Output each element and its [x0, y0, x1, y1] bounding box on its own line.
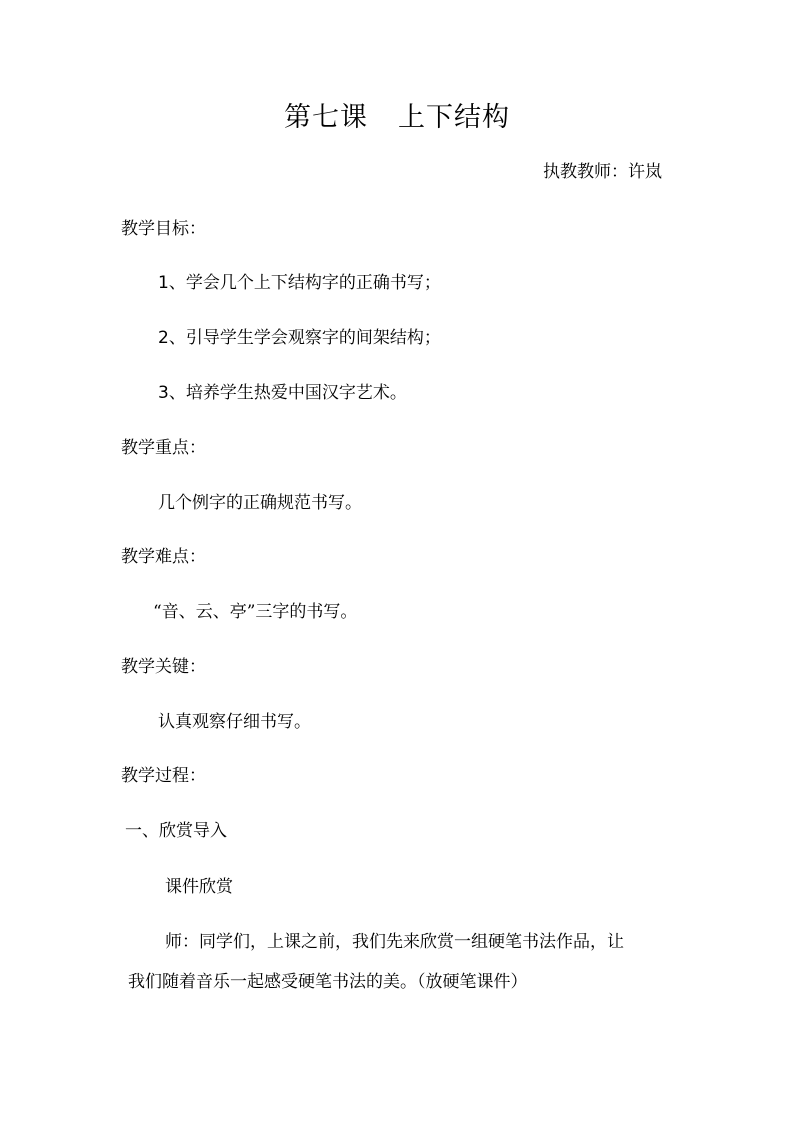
section-subheading: 课件欣赏 [165, 877, 233, 897]
key-points-heading: 教学重点： [121, 438, 206, 458]
objective-item-3: 3、培养学生热爱中国汉字艺术。 [158, 383, 407, 403]
page-title [0, 100, 794, 136]
lesson-number: 第七课 [284, 102, 368, 133]
paragraph-line-1: 师：同学们，上课之前，我们先来欣赏一组硬笔书法作品，让 [165, 932, 624, 952]
section-heading: 一、欣赏导入 [125, 821, 227, 841]
key-heading: 教学关键： [121, 657, 206, 677]
key-text: 认真观察仔细书写。 [158, 712, 311, 732]
lesson-topic: 上下结构 [398, 102, 510, 133]
paragraph-line-2: 我们随着音乐一起感受硬笔书法的美。（放硬笔课件） [128, 972, 528, 992]
difficulties-text: “音、云、亭”三字的书写。 [153, 602, 358, 622]
difficulties-heading: 教学难点： [121, 547, 206, 567]
key-points-text: 几个例字的正确规范书写。 [158, 493, 362, 513]
process-heading: 教学过程： [121, 766, 206, 786]
objective-item-2: 2、引导学生学会观察字的间架结构； [158, 328, 441, 348]
objective-item-1: 1、学会几个上下结构字的正确书写； [158, 273, 441, 293]
teacher-line: 执教教师：许岚 [543, 162, 662, 182]
objectives-heading: 教学目标： [121, 219, 206, 239]
